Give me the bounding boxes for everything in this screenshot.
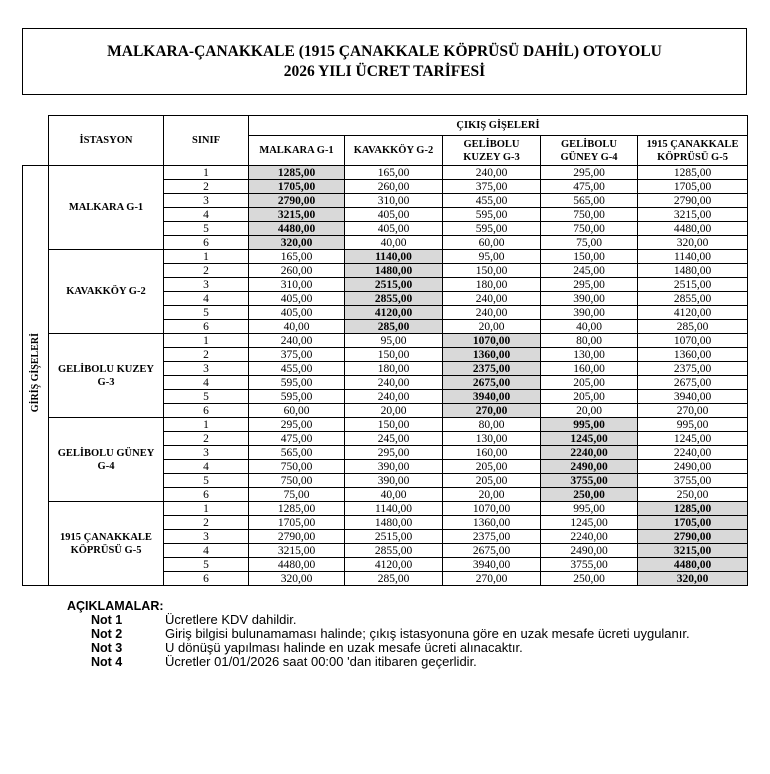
fee-cell: 1285,00 [638,166,748,180]
fee-cell: 320,00 [638,236,748,250]
station-header: İSTASYON [49,116,164,166]
note-2 [0,627,770,641]
fee-cell: 4480,00 [638,222,748,236]
fee-cell: 310,00 [249,278,345,292]
fee-cell: 320,00 [638,572,748,586]
class-cell: 5 [164,390,249,404]
exit-col-header-line: GELİBOLU [463,138,520,150]
fee-cell: 1070,00 [443,502,541,516]
fee-cell: 2675,00 [638,376,748,390]
fee-cell: 3215,00 [638,544,748,558]
fee-cell: 240,00 [443,306,541,320]
fee-cell: 295,00 [541,278,638,292]
fee-cell: 2855,00 [345,292,443,306]
fee-cell: 95,00 [345,334,443,348]
fee-cell: 2490,00 [638,460,748,474]
class-cell: 3 [164,194,249,208]
class-cell: 1 [164,166,249,180]
class-cell: 2 [164,432,249,446]
fee-cell: 180,00 [345,362,443,376]
class-cell: 6 [164,572,249,586]
fee-cell: 4120,00 [638,306,748,320]
fee-cell: 240,00 [443,166,541,180]
exit-col-header-g4 [541,136,638,166]
fee-cell: 1360,00 [443,516,541,530]
fee-cell: 3215,00 [638,208,748,222]
fee-cell: 595,00 [443,222,541,236]
tariff-title-line-2: 2026 YILI ÜCRET TARİFESİ [283,62,486,80]
fee-cell: 3215,00 [249,208,345,222]
class-cell: 3 [164,446,249,460]
fee-cell: 295,00 [249,418,345,432]
fee-cell: 285,00 [345,320,443,334]
fee-cell: 205,00 [443,460,541,474]
note-1 [0,613,770,627]
fee-cell: 240,00 [345,390,443,404]
fee-cell: 250,00 [638,488,748,502]
class-cell: 6 [164,488,249,502]
fee-cell: 1705,00 [249,516,345,530]
tariff-title-box [22,28,747,95]
fee-cell: 405,00 [345,222,443,236]
fee-cell: 1245,00 [541,516,638,530]
fee-cell: 2240,00 [541,530,638,544]
exit-col-header-g5 [638,136,748,166]
class-cell: 5 [164,306,249,320]
note-text: Ücretler 01/01/2026 saat 00:00 'dan itibaren geçerlidir. [165,654,477,669]
fee-cell: 1140,00 [638,250,748,264]
fee-cell: 475,00 [541,180,638,194]
fee-cell: 60,00 [249,404,345,418]
fee-cell: 2515,00 [345,278,443,292]
fee-cell: 750,00 [249,460,345,474]
fee-cell: 40,00 [345,236,443,250]
class-cell: 4 [164,292,249,306]
fee-cell: 595,00 [443,208,541,222]
tariff-body [23,166,748,586]
fee-cell: 4480,00 [638,558,748,572]
fee-cell: 3940,00 [443,390,541,404]
table-row [23,250,748,264]
station-name-line: 1915 ÇANAKKALE [60,531,152,543]
fee-cell: 1070,00 [638,334,748,348]
fee-cell: 245,00 [541,264,638,278]
fee-cell: 3755,00 [638,474,748,488]
fee-cell: 1245,00 [638,432,748,446]
fee-cell: 260,00 [249,264,345,278]
fee-cell: 1480,00 [638,264,748,278]
tariff-title-line-1: MALKARA-ÇANAKKALE (1915 ÇANAKKALE KÖPRÜSÜ DAHİL) OTOYOLU [107,42,662,60]
fee-cell: 2675,00 [443,544,541,558]
entry-gates-label: GİRİŞ GİŞELERİ [29,333,41,413]
fee-cell: 1245,00 [541,432,638,446]
table-row [23,166,748,180]
exit-col-header-g3 [443,136,541,166]
fee-cell: 1285,00 [249,166,345,180]
note-3 [0,641,770,655]
fee-cell: 2375,00 [443,530,541,544]
fee-cell: 80,00 [541,334,638,348]
fee-cell: 130,00 [541,348,638,362]
fee-cell: 3940,00 [638,390,748,404]
fee-cell: 180,00 [443,278,541,292]
fee-cell: 295,00 [345,446,443,460]
fee-cell: 285,00 [345,572,443,586]
fee-cell: 1705,00 [638,180,748,194]
class-cell: 1 [164,334,249,348]
fee-cell: 40,00 [345,488,443,502]
fee-cell: 1480,00 [345,264,443,278]
fee-cell: 150,00 [345,418,443,432]
note-text: Ücretlere KDV dahildir. [165,612,297,627]
fee-cell: 165,00 [345,166,443,180]
fee-cell: 2675,00 [443,376,541,390]
station-name-line: GELİBOLU KUZEY [58,363,154,375]
fee-cell: 205,00 [443,474,541,488]
fee-cell: 2515,00 [638,278,748,292]
fee-cell: 390,00 [541,292,638,306]
fee-cell: 2790,00 [249,530,345,544]
table-row [23,502,748,516]
fee-cell: 595,00 [249,376,345,390]
fee-cell: 240,00 [443,292,541,306]
fee-cell: 565,00 [249,446,345,460]
fee-cell: 1140,00 [345,502,443,516]
fee-cell: 2240,00 [541,446,638,460]
fee-cell: 475,00 [249,432,345,446]
fee-cell: 205,00 [541,390,638,404]
fee-cell: 4120,00 [345,558,443,572]
fee-cell: 130,00 [443,432,541,446]
exit-col-header-line: GÜNEY G-4 [560,151,618,163]
fee-cell: 285,00 [638,320,748,334]
blank-corner-cell [23,116,49,166]
fee-cell: 1705,00 [638,516,748,530]
fee-cell: 2790,00 [638,530,748,544]
fee-cell: 240,00 [249,334,345,348]
class-cell: 4 [164,376,249,390]
fee-cell: 2490,00 [541,460,638,474]
fee-cell: 455,00 [443,194,541,208]
station-cell [49,250,164,334]
class-cell: 4 [164,208,249,222]
fee-cell: 40,00 [249,320,345,334]
exit-gates-header: ÇIKIŞ GİŞELERİ [249,116,748,136]
fee-cell: 2375,00 [638,362,748,376]
station-cell [49,334,164,418]
fee-cell: 150,00 [443,264,541,278]
fee-cell: 2855,00 [345,544,443,558]
fee-cell: 1285,00 [638,502,748,516]
fee-cell: 75,00 [249,488,345,502]
fee-cell: 150,00 [541,250,638,264]
entry-gates-cell [23,166,49,586]
class-cell: 2 [164,180,249,194]
note-text: Giriş bilgisi bulunamaması halinde; çıkış istasyonuna göre en uzak mesafe ücreti uygulanır. [165,626,690,641]
exit-col-header-g2 [345,136,443,166]
fee-cell: 390,00 [345,460,443,474]
fee-cell: 2375,00 [443,362,541,376]
exit-col-header-line: MALKARA G-1 [259,145,334,156]
note-text: U dönüşü yapılması halinde en uzak mesafe ücreti alınacaktır. [165,640,523,655]
class-cell: 4 [164,460,249,474]
fee-cell: 205,00 [541,376,638,390]
fee-cell: 1705,00 [249,180,345,194]
notes-heading: AÇIKLAMALAR: [67,599,164,613]
fee-cell: 160,00 [541,362,638,376]
fee-cell: 995,00 [638,418,748,432]
fee-cell: 405,00 [249,292,345,306]
station-name-line: GELİBOLU GÜNEY [57,447,155,459]
fee-cell: 375,00 [249,348,345,362]
fee-cell: 390,00 [541,306,638,320]
fee-cell: 2855,00 [638,292,748,306]
class-cell: 3 [164,530,249,544]
fee-cell: 1285,00 [249,502,345,516]
class-cell: 6 [164,404,249,418]
fee-cell: 270,00 [443,572,541,586]
fee-cell: 40,00 [541,320,638,334]
fee-cell: 295,00 [541,166,638,180]
fee-cell: 750,00 [541,222,638,236]
fee-cell: 2515,00 [345,530,443,544]
table-row [23,334,748,348]
fee-cell: 1360,00 [443,348,541,362]
fee-cell: 320,00 [249,236,345,250]
fee-cell: 455,00 [249,362,345,376]
fee-cell: 390,00 [345,474,443,488]
fee-cell: 310,00 [345,194,443,208]
header-row [23,116,748,136]
fee-cell: 3755,00 [541,474,638,488]
note-label: Not 3 [91,641,123,655]
class-cell: 6 [164,320,249,334]
fee-cell: 20,00 [541,404,638,418]
class-cell: 5 [164,474,249,488]
fee-cell: 1070,00 [443,334,541,348]
exit-col-header-line: KAVAKKÖY G-2 [353,145,434,156]
class-header: SINIF [164,116,249,166]
exit-col-header-g1 [249,136,345,166]
station-cell [49,166,164,250]
fee-cell: 4120,00 [345,306,443,320]
fee-cell: 4480,00 [249,222,345,236]
class-cell: 1 [164,502,249,516]
fee-cell: 2790,00 [638,194,748,208]
fee-cell: 95,00 [443,250,541,264]
class-cell: 2 [164,516,249,530]
fee-cell: 1480,00 [345,516,443,530]
fee-cell: 250,00 [541,572,638,586]
fee-cell: 3215,00 [249,544,345,558]
fee-cell: 20,00 [443,488,541,502]
note-label: Not 4 [91,655,123,669]
class-cell: 3 [164,362,249,376]
fee-cell: 270,00 [443,404,541,418]
station-cell [49,502,164,586]
fee-cell: 150,00 [345,348,443,362]
station-name-line: MALKARA G-1 [68,202,144,213]
fee-cell: 20,00 [443,320,541,334]
fee-cell: 2240,00 [638,446,748,460]
fee-cell: 595,00 [249,390,345,404]
class-cell: 2 [164,264,249,278]
station-cell [49,418,164,502]
class-cell: 1 [164,250,249,264]
fee-cell: 260,00 [345,180,443,194]
tariff-table [22,115,748,586]
fee-cell: 405,00 [345,208,443,222]
fee-cell: 270,00 [638,404,748,418]
class-cell: 5 [164,558,249,572]
fee-cell: 160,00 [443,446,541,460]
fee-cell: 3940,00 [443,558,541,572]
note-label: Not 1 [91,613,123,627]
fee-cell: 405,00 [249,306,345,320]
fee-cell: 75,00 [541,236,638,250]
class-cell: 6 [164,236,249,250]
fee-cell: 320,00 [249,572,345,586]
fee-cell: 60,00 [443,236,541,250]
fee-cell: 995,00 [541,502,638,516]
fee-cell: 750,00 [249,474,345,488]
note-label: Not 2 [91,627,123,641]
fee-cell: 4480,00 [249,558,345,572]
fee-cell: 250,00 [541,488,638,502]
class-cell: 1 [164,418,249,432]
notes-section [0,599,770,669]
station-name-line: G-4 [97,460,115,472]
class-cell: 2 [164,348,249,362]
exit-col-header-line: GELİBOLU [560,138,618,150]
fee-cell: 565,00 [541,194,638,208]
fee-cell: 995,00 [541,418,638,432]
class-cell: 4 [164,544,249,558]
exit-col-header-line: 1915 ÇANAKKALE [646,138,739,150]
fee-cell: 375,00 [443,180,541,194]
station-name-line: KAVAKKÖY G-2 [66,286,146,297]
exit-col-header-line: KUZEY G-3 [463,151,520,163]
fee-cell: 750,00 [541,208,638,222]
fee-cell: 3755,00 [541,558,638,572]
fee-cell: 1360,00 [638,348,748,362]
station-name-line: G-3 [97,376,115,388]
exit-col-header-line: KÖPRÜSÜ G-5 [657,151,728,163]
fee-cell: 1140,00 [345,250,443,264]
fee-cell: 80,00 [443,418,541,432]
fee-cell: 165,00 [249,250,345,264]
class-cell: 3 [164,278,249,292]
fee-cell: 2490,00 [541,544,638,558]
fee-cell: 2790,00 [249,194,345,208]
fee-cell: 245,00 [345,432,443,446]
fee-cell: 20,00 [345,404,443,418]
table-row [23,418,748,432]
fee-cell: 240,00 [345,376,443,390]
class-cell: 5 [164,222,249,236]
station-name-line: KÖPRÜSÜ G-5 [70,544,142,556]
note-4 [0,655,770,669]
